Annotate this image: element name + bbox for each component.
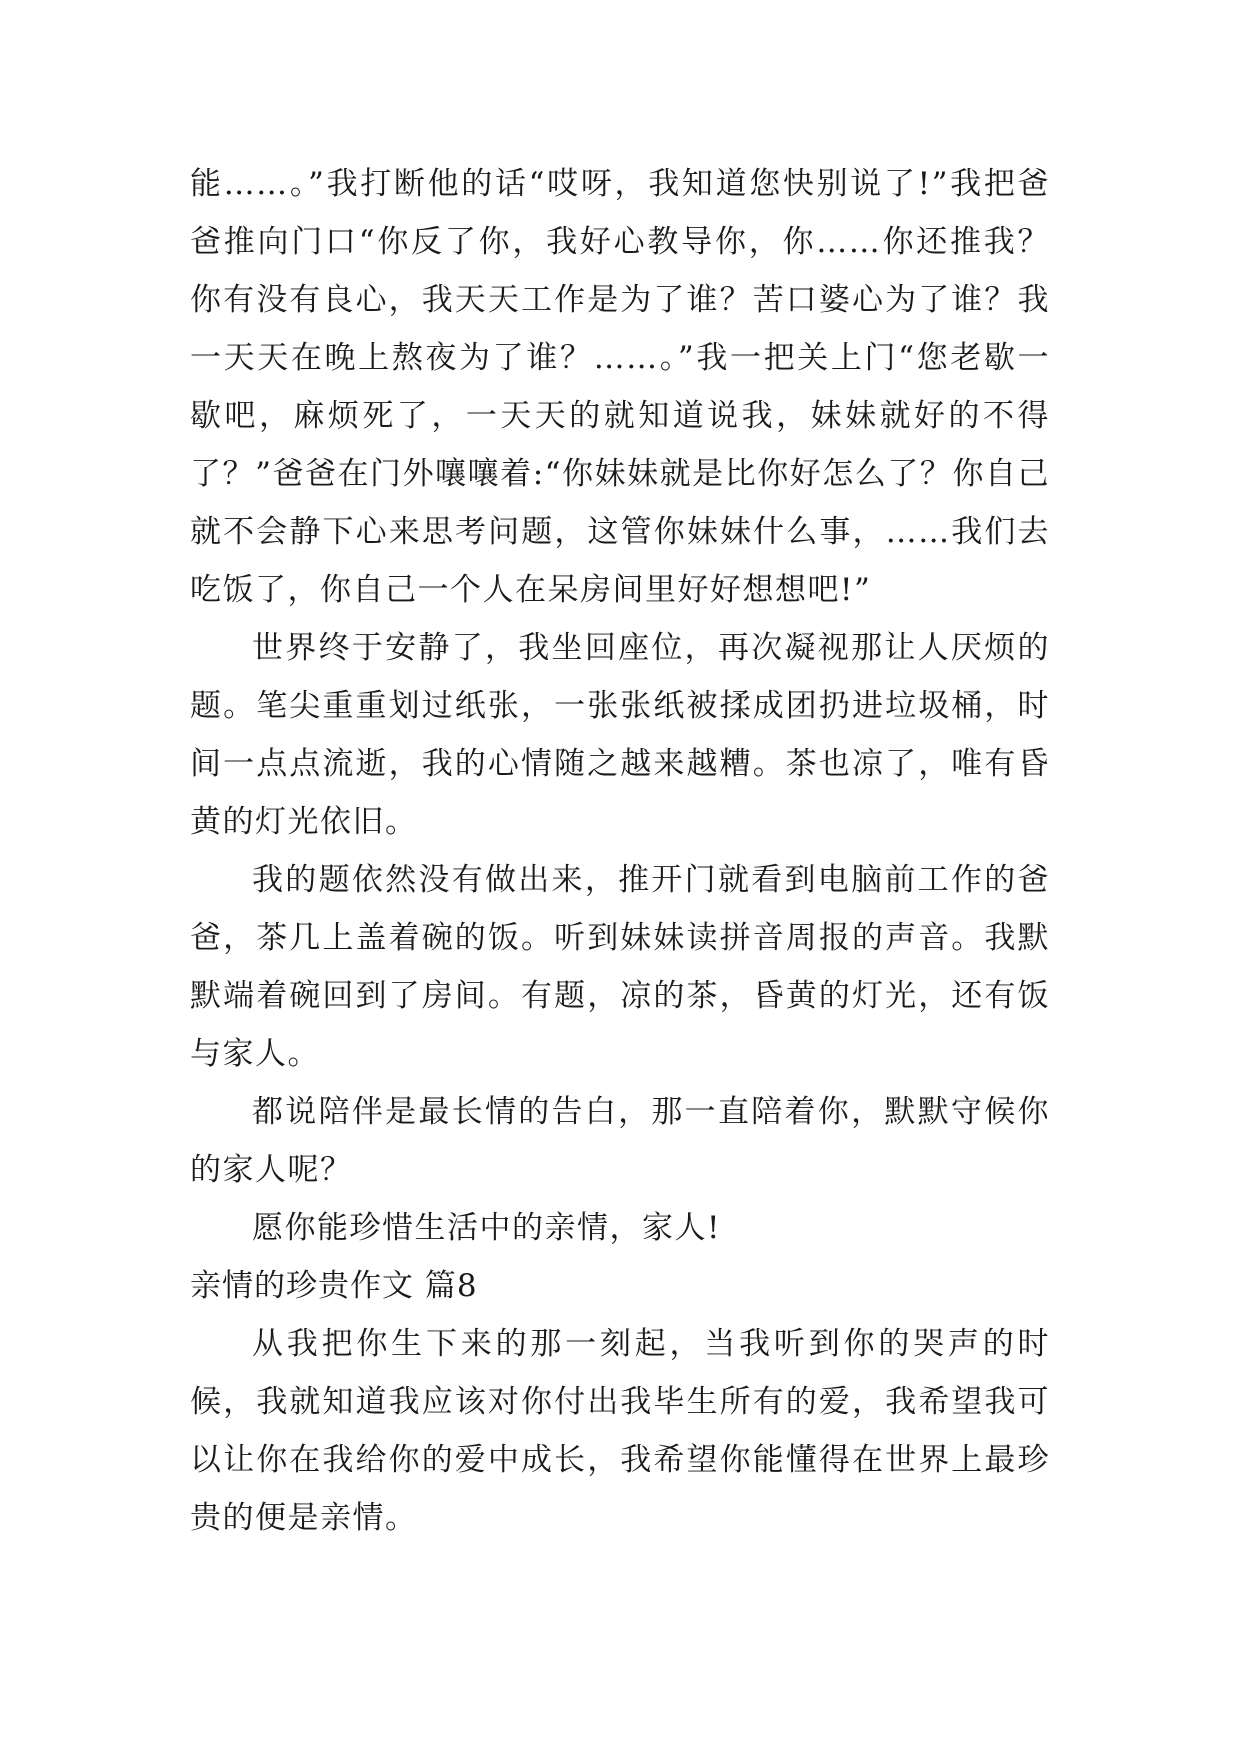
paragraph-companionship: 都说陪伴是最长情的告白，那一直陪着你，默默守候你的家人呢？ [190, 1094, 1050, 1188]
paragraph-birth: 从我把你生下来的那一刻起，当我听到你的哭声的时候，我就知道我应该对你付出我毕生所有的爱，我希望我可以让你在我给你的爱中成长，我希望你能懂得在世界上最珍贵的便是亲情。 [190, 1326, 1050, 1536]
section-heading: 亲情的珍贵作文 篇8 [190, 1268, 478, 1304]
paragraph-world-quiet: 世界终于安静了，我坐回座位，再次凝视那让人厌烦的题。笔尖重重划过纸张，一张张纸被揉成团扔进垃圾桶，时间一点点流逝，我的心情随之越来越糟。茶也凉了，唯有昏黄的灯光依旧。 [190, 630, 1050, 840]
paragraph-open-door: 我的题依然没有做出来，推开门就看到电脑前工作的爸爸，茶几上盖着碗的饭。听到妹妹读拼音周报的声音。我默默端着碗回到了房间。有题，凉的茶，昏黄的灯光，还有饭与家人。 [190, 862, 1050, 1072]
paragraph-dialogue: 能……。”我打断他的话“哎呀，我知道您快别说了!”我把爸爸推向门口“你反了你，我好心教导你，你……你还推我？你有没有良心，我天天工作是为了谁？苦口婆心为了谁？我一天天在晚上熬夜为了谁？……。”我一把关上门“您老歇一歇吧，麻烦死了，一天天的就知道说我，妹妹就好的不得了？”爸爸在门外嚷嚷着:“你妹妹就是比你好怎么了？你自己就不会静下心来思考问题，这管你妹妹什么事，……我们去吃饭了，你自己一个人在呆房间里好好想想吧!” [190, 166, 1050, 608]
document-page [190, 155, 1050, 1547]
paragraph-cherish: 愿你能珍惜生活中的亲情，家人! [252, 1210, 721, 1246]
